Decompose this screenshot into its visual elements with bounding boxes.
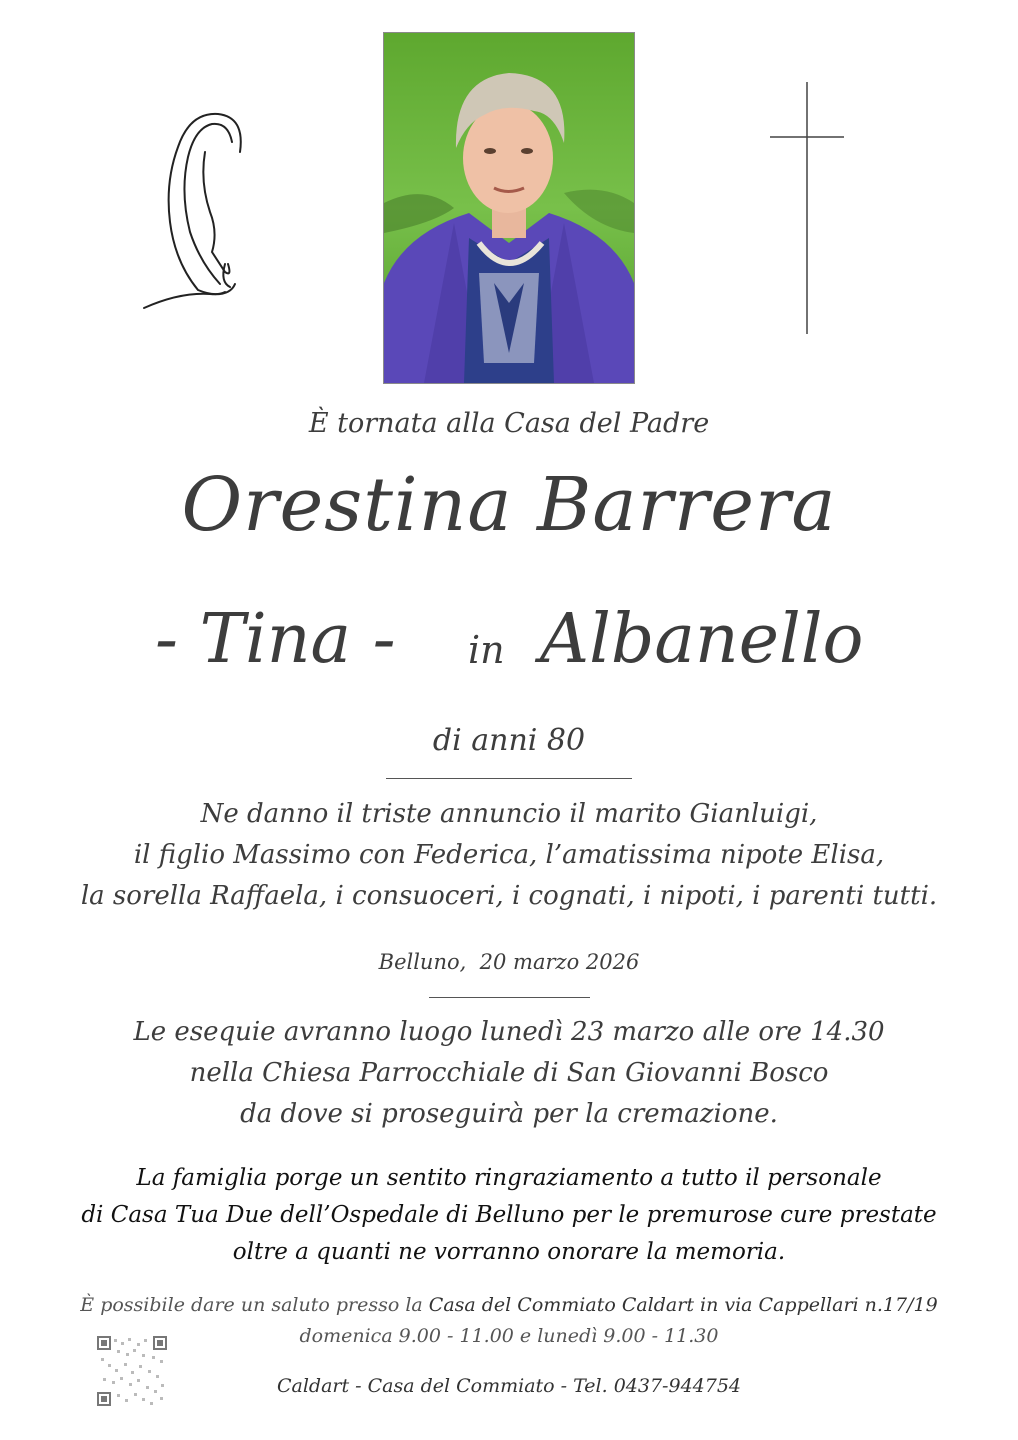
place-date: Belluno, 20 marzo 2026 [378,950,640,974]
divider [386,778,632,779]
thanks-line: di Casa Tua Due dell’Ospedale di Belluno per le premurose cure prestate [81,1202,937,1228]
funeral-info [0,1012,1018,1135]
funeral-line: nella Chiesa Parrocchiale di San Giovanni Bosco [189,1058,829,1088]
visit-place: Casa del Commiato Caldart in via Cappellari n.17/19 [428,1294,938,1316]
thanks-message [0,1160,1018,1271]
age: di anni 80 [432,723,586,758]
praying-madonna-icon [140,112,250,312]
thanks-line: oltre a quanti ne vorranno onorare la memoria. [232,1239,786,1265]
deceased-photo [383,32,635,384]
announcement [0,794,1018,917]
funeral-line: da dove si proseguirà per la cremazione. [240,1099,778,1129]
in-word: in [468,628,505,672]
deceased-name: Orestina Barrera [181,462,837,548]
intro-text: È tornata alla Casa del Padre [308,408,710,439]
funeral-line: Le esequie avranno luogo lunedì 23 marzo alle ore 14.30 [133,1017,885,1047]
visit-prefix: È possibile dare un saluto presso la [80,1294,429,1316]
nickname: - Tina - [155,600,396,679]
announcement-line: Ne danno il triste annuncio il marito Gianluigi, [200,799,818,829]
announcement-line: il figlio Massimo con Federica, l’amatissima nipote Elisa, [133,840,885,870]
visit-hours: domenica 9.00 - 11.00 e lunedì 9.00 - 11.30 [299,1325,719,1347]
married-name: Albanello [540,600,864,679]
thanks-line: La famiglia porge un sentito ringraziamento a tutto il personale [136,1165,882,1191]
footer-contact: Caldart - Casa del Commiato - Tel. 0437-944754 [276,1375,742,1397]
announcement-line: la sorella Raffaela, i consuoceri, i cognati, i nipoti, i parenti tutti. [80,881,938,911]
cross-icon [770,82,846,334]
divider [429,997,590,998]
